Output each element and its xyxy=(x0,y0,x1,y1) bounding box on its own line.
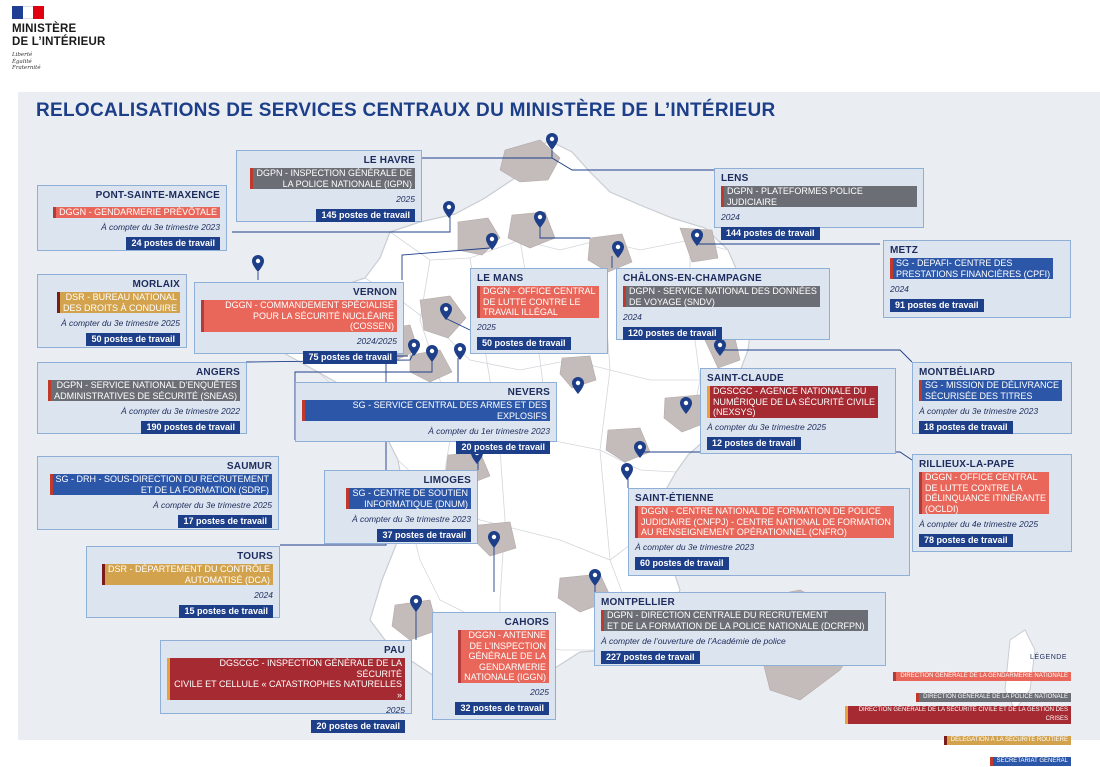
posts-badge: 120 postes de travail xyxy=(623,327,722,340)
posts-badge: 91 postes de travail xyxy=(890,299,984,312)
posts-badge: 15 postes de travail xyxy=(179,605,273,618)
card-montbeliard xyxy=(912,362,1072,434)
card-rillieux-la-pape xyxy=(912,454,1072,552)
legend-item-securite-routiere: DÉLÉGATION À LA SÉCURITÉ ROUTIÈRE xyxy=(845,728,1071,746)
city-name: SAINT-ÉTIENNE xyxy=(635,493,714,504)
posts-badge: 227 postes de travail xyxy=(601,651,700,664)
date-label: 2024 xyxy=(890,283,909,294)
city-name: CAHORS xyxy=(504,617,549,628)
service-label: DGSCGC - INSPECTION GÉNÉRALE DE LA SÉCURITÉ CIVILE ET CELLULE « CATASTROPHES NATURELLES » xyxy=(167,658,405,700)
posts-badge: 32 postes de travail xyxy=(455,702,549,715)
service-label: DSR - DÉPARTEMENT DU CONTRÔLE AUTOMATISÉ (DCA) xyxy=(102,564,273,585)
card-pont-sainte-maxence xyxy=(37,185,227,251)
posts-badge: 190 postes de travail xyxy=(141,421,240,434)
card-montpellier xyxy=(594,592,886,666)
service-label: DGGN - OFFICE CENTRAL DE LUTTE CONTRE LA DÉLINQUANCE ITINÉRANTE (OCLDI) xyxy=(919,472,1049,514)
service-label: DGSCGC - AGENCE NATIONALE DU NUMÉRIQUE DE LA SÉCURITÉ CIVILE (NEXSYS) xyxy=(707,386,878,418)
service-label: DGGN - ANTENNE DE L’INSPECTION GÉNÉRALE DE LA GENDARMERIE NATIONALE (IGGN) xyxy=(458,630,549,683)
service-label: DSR - BUREAU NATIONAL DES DROITS À CONDUIRE xyxy=(57,292,180,313)
page-title: RELOCALISATIONS DE SERVICES CENTRAUX DU MINISTÈRE DE L’INTÉRIEUR xyxy=(36,100,776,121)
service-label: SG - CENTRE DE SOUTIEN INFORMATIQUE (DNUM) xyxy=(346,488,471,509)
card-vernon xyxy=(194,282,404,362)
date-label: À compter de l’ouverture de l’Académie de police xyxy=(601,635,786,646)
date-label: À compter du 3e trimestre 2022 xyxy=(120,405,240,416)
date-label: À compter du 3e trimestre 2023 xyxy=(351,513,471,524)
service-label: DGPN - SERVICE NATIONAL DES DONNÉES DE VOYAGE (SNDV) xyxy=(623,286,820,307)
date-label: 2024 xyxy=(721,211,740,222)
map-pin-icon xyxy=(252,255,264,272)
republic-motto: Liberté Égalité Fraternité xyxy=(12,52,41,71)
city-name: MONTPELLIER xyxy=(601,597,675,608)
city-name: SAUMUR xyxy=(226,461,272,472)
posts-badge: 24 postes de travail xyxy=(126,237,220,250)
posts-badge: 50 postes de travail xyxy=(477,337,571,350)
posts-badge: 144 postes de travail xyxy=(721,227,820,240)
card-limoges xyxy=(324,470,478,544)
legend-item-secretariat: SECRÉTARIAT GÉNÉRAL xyxy=(845,749,1071,767)
date-label: À compter du 3e trimestre 2023 xyxy=(100,222,220,232)
city-name: LENS xyxy=(721,173,749,184)
card-pau xyxy=(160,640,412,731)
posts-badge: 145 postes de travail xyxy=(316,209,415,222)
card-morlaix xyxy=(37,274,187,348)
date-label: 2024 xyxy=(623,311,642,322)
ministry-name-line1: MINISTÈRE xyxy=(12,23,77,35)
card-le-havre xyxy=(236,150,422,222)
date-label: À compter du 3e trimestre 2025 xyxy=(707,422,827,432)
posts-badge: 37 postes de travail xyxy=(377,529,471,542)
date-label: À compter du 4e trimestre 2025 xyxy=(919,518,1039,529)
posts-badge: 17 postes de travail xyxy=(178,515,272,528)
legend-title: LÉGENDE xyxy=(1030,654,1067,661)
service-label: DGPN - INSPECTION GÉNÉRALE DE LA POLICE NATIONALE (IGPN) xyxy=(250,168,415,189)
card-le-mans xyxy=(470,268,608,354)
ministry-name-line2: DE L’INTÉRIEUR xyxy=(12,36,106,48)
city-name: LIMOGES xyxy=(423,475,471,486)
service-label: SG - DEPAFI- CENTRE DES PRESTATIONS FINANCIÈRES (CPFI) xyxy=(890,258,1053,279)
legend-item-securite-civile: DIRECTION GÉNÉRALE DE LA SÉCURITÉ CIVILE ET DE LA GESTION DES CRISES xyxy=(845,706,1071,725)
card-metz xyxy=(883,240,1071,318)
card-nevers xyxy=(295,382,557,452)
service-label: DGPN - PLATEFORMES POLICE JUDICIAIRE xyxy=(721,186,917,207)
card-saumur xyxy=(37,456,279,530)
service-label: SG - SERVICE CENTRAL DES ARMES ET DES EXPLOSIFS xyxy=(302,400,550,421)
service-label: SG - DRH - SOUS-DIRECTION DU RECRUTEMENT ET DE LA FORMATION (SDRF) xyxy=(50,474,273,495)
date-label: 2025 xyxy=(477,322,496,332)
date-label: 2024 xyxy=(254,589,273,600)
card-angers xyxy=(37,362,247,434)
service-label: DGGN - COMMANDEMENT SPÉCIALISÉ POUR LA SÉCURITÉ NUCLÉAIRE (COSSEN) xyxy=(201,300,397,332)
service-label: SG - MISSION DE DÉLIVRANCE SÉCURISÉE DES TITRES xyxy=(919,380,1062,401)
date-label: 2025 xyxy=(530,687,549,697)
posts-badge: 18 postes de travail xyxy=(919,421,1013,434)
city-name: NEVERS xyxy=(507,387,550,398)
date-label: 2024/2025 xyxy=(356,336,397,346)
city-name: RILLIEUX-LA-PAPE xyxy=(919,459,1015,470)
service-label: DGGN - OFFICE CENTRAL DE LUTTE CONTRE LE TRAVAIL ILLÉGAL xyxy=(477,286,599,318)
city-name: CHÂLONS-EN-CHAMPAGNE xyxy=(623,273,762,284)
city-name: PONT-SAINTE-MAXENCE xyxy=(95,190,220,201)
city-name: ANGERS xyxy=(196,367,240,378)
card-tours xyxy=(86,546,280,618)
card-saint-claude xyxy=(700,368,896,454)
service-label: DGPN - DIRECTION CENTRALE DU RECRUTEMENT ET DE LA FORMATION DE LA POLICE NATIONALE (DCRFPN) xyxy=(601,610,868,631)
posts-badge: 12 postes de travail xyxy=(707,437,801,450)
date-label: À compter du 3e trimestre 2025 xyxy=(60,317,180,328)
posts-badge: 78 postes de travail xyxy=(919,534,1013,547)
posts-badge: 20 postes de travail xyxy=(456,441,550,454)
service-label: DGGN - CENTRE NATIONAL DE FORMATION DE POLICE JUDICIAIRE (CNFPJ) - CENTRE NATIONAL DE FORMATION AU RENSEIGNEMENT OPÉRATIONNEL (CNFRO) xyxy=(635,506,894,538)
date-label: À compter du 1er trimestre 2023 xyxy=(428,425,550,436)
date-label: À compter du 3e trimestre 2023 xyxy=(919,405,1039,416)
card-chalons-en-champagne xyxy=(616,268,830,340)
city-name: MORLAIX xyxy=(132,279,180,290)
posts-badge: 20 postes de travail xyxy=(311,720,405,733)
date-label: 2025 xyxy=(386,704,405,715)
city-name: MONTBÉLIARD xyxy=(919,367,996,378)
posts-badge: 75 postes de travail xyxy=(303,351,397,364)
service-label: DGGN - GENDARMERIE PRÉVÔTALE xyxy=(53,207,220,218)
date-label: À compter du 3e trimestre 2025 xyxy=(152,499,272,510)
card-saint-etienne xyxy=(628,488,910,576)
date-label: À compter du 3e trimestre 2023 xyxy=(635,542,755,552)
city-name: SAINT-CLAUDE xyxy=(707,373,784,384)
city-name: LE MANS xyxy=(477,273,524,284)
city-name: PAU xyxy=(384,645,405,656)
city-name: METZ xyxy=(890,245,919,256)
card-cahors xyxy=(432,612,556,720)
city-name: TOURS xyxy=(237,551,273,562)
date-label: 2025 xyxy=(396,193,415,204)
card-lens xyxy=(714,168,924,238)
posts-badge: 60 postes de travail xyxy=(635,557,729,570)
city-name: VERNON xyxy=(353,287,397,298)
posts-badge: 50 postes de travail xyxy=(86,333,180,346)
city-name: LE HAVRE xyxy=(363,155,415,166)
legend-item-police: DIRECTION GÉNÉRALE DE LA POLICE NATIONALE xyxy=(845,685,1071,703)
legend xyxy=(845,654,1071,767)
service-label: DGPN - SERVICE NATIONAL D’ENQUÊTES ADMINISTRATIVES DE SÉCURITÉ (SNEAS) xyxy=(48,380,240,401)
legend-item-gendarmerie: DIRECTION GÉNÉRALE DE LA GENDARMERIE NATIONALE xyxy=(845,664,1071,682)
